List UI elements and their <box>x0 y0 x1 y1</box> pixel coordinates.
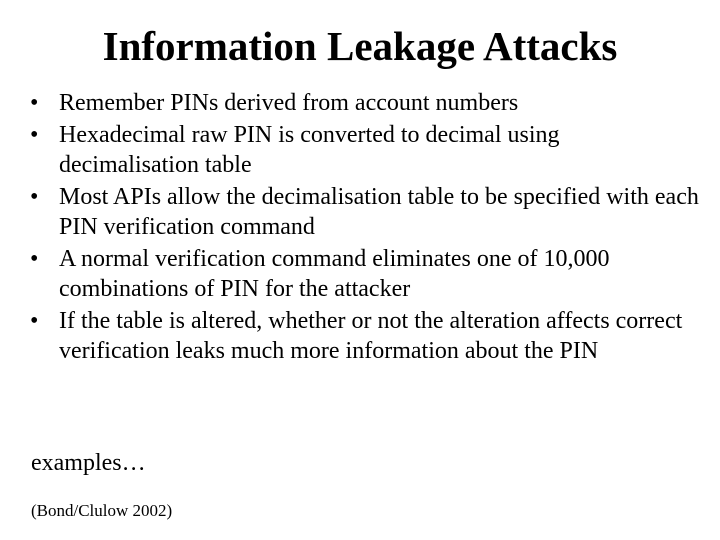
bullet-item <box>30 120 700 181</box>
bullet-list <box>30 88 700 368</box>
bullet-icon: • <box>30 90 39 116</box>
bullet-icon: • <box>30 307 39 334</box>
bullet-text: Most APIs allow the decimalisation table to be specified with each PIN verification command <box>59 183 699 240</box>
slide-title: Information Leakage Attacks <box>102 23 618 69</box>
citation-text: (Bond/Clulow 2002) <box>31 501 173 520</box>
bullet-item <box>30 88 700 119</box>
bullet-icon: • <box>30 245 39 272</box>
bullet-icon: • <box>30 183 39 210</box>
bullet-text: If the table is altered, whether or not the alteration affects correct verification leaks much more information about the PIN <box>59 307 683 364</box>
bullet-icon: • <box>30 121 39 148</box>
bullet-text: A normal verification command eliminates one of 10,000 combinations of PIN for the attacker <box>59 245 610 302</box>
bullet-item <box>30 306 700 367</box>
bullet-item <box>30 182 700 243</box>
bullet-text: Hexadecimal raw PIN is converted to decimal using decimalisation table <box>59 121 560 178</box>
bullet-item <box>30 244 700 305</box>
bullet-text: Remember PINs derived from account numbers <box>59 90 519 116</box>
examples-text: examples… <box>31 450 146 476</box>
